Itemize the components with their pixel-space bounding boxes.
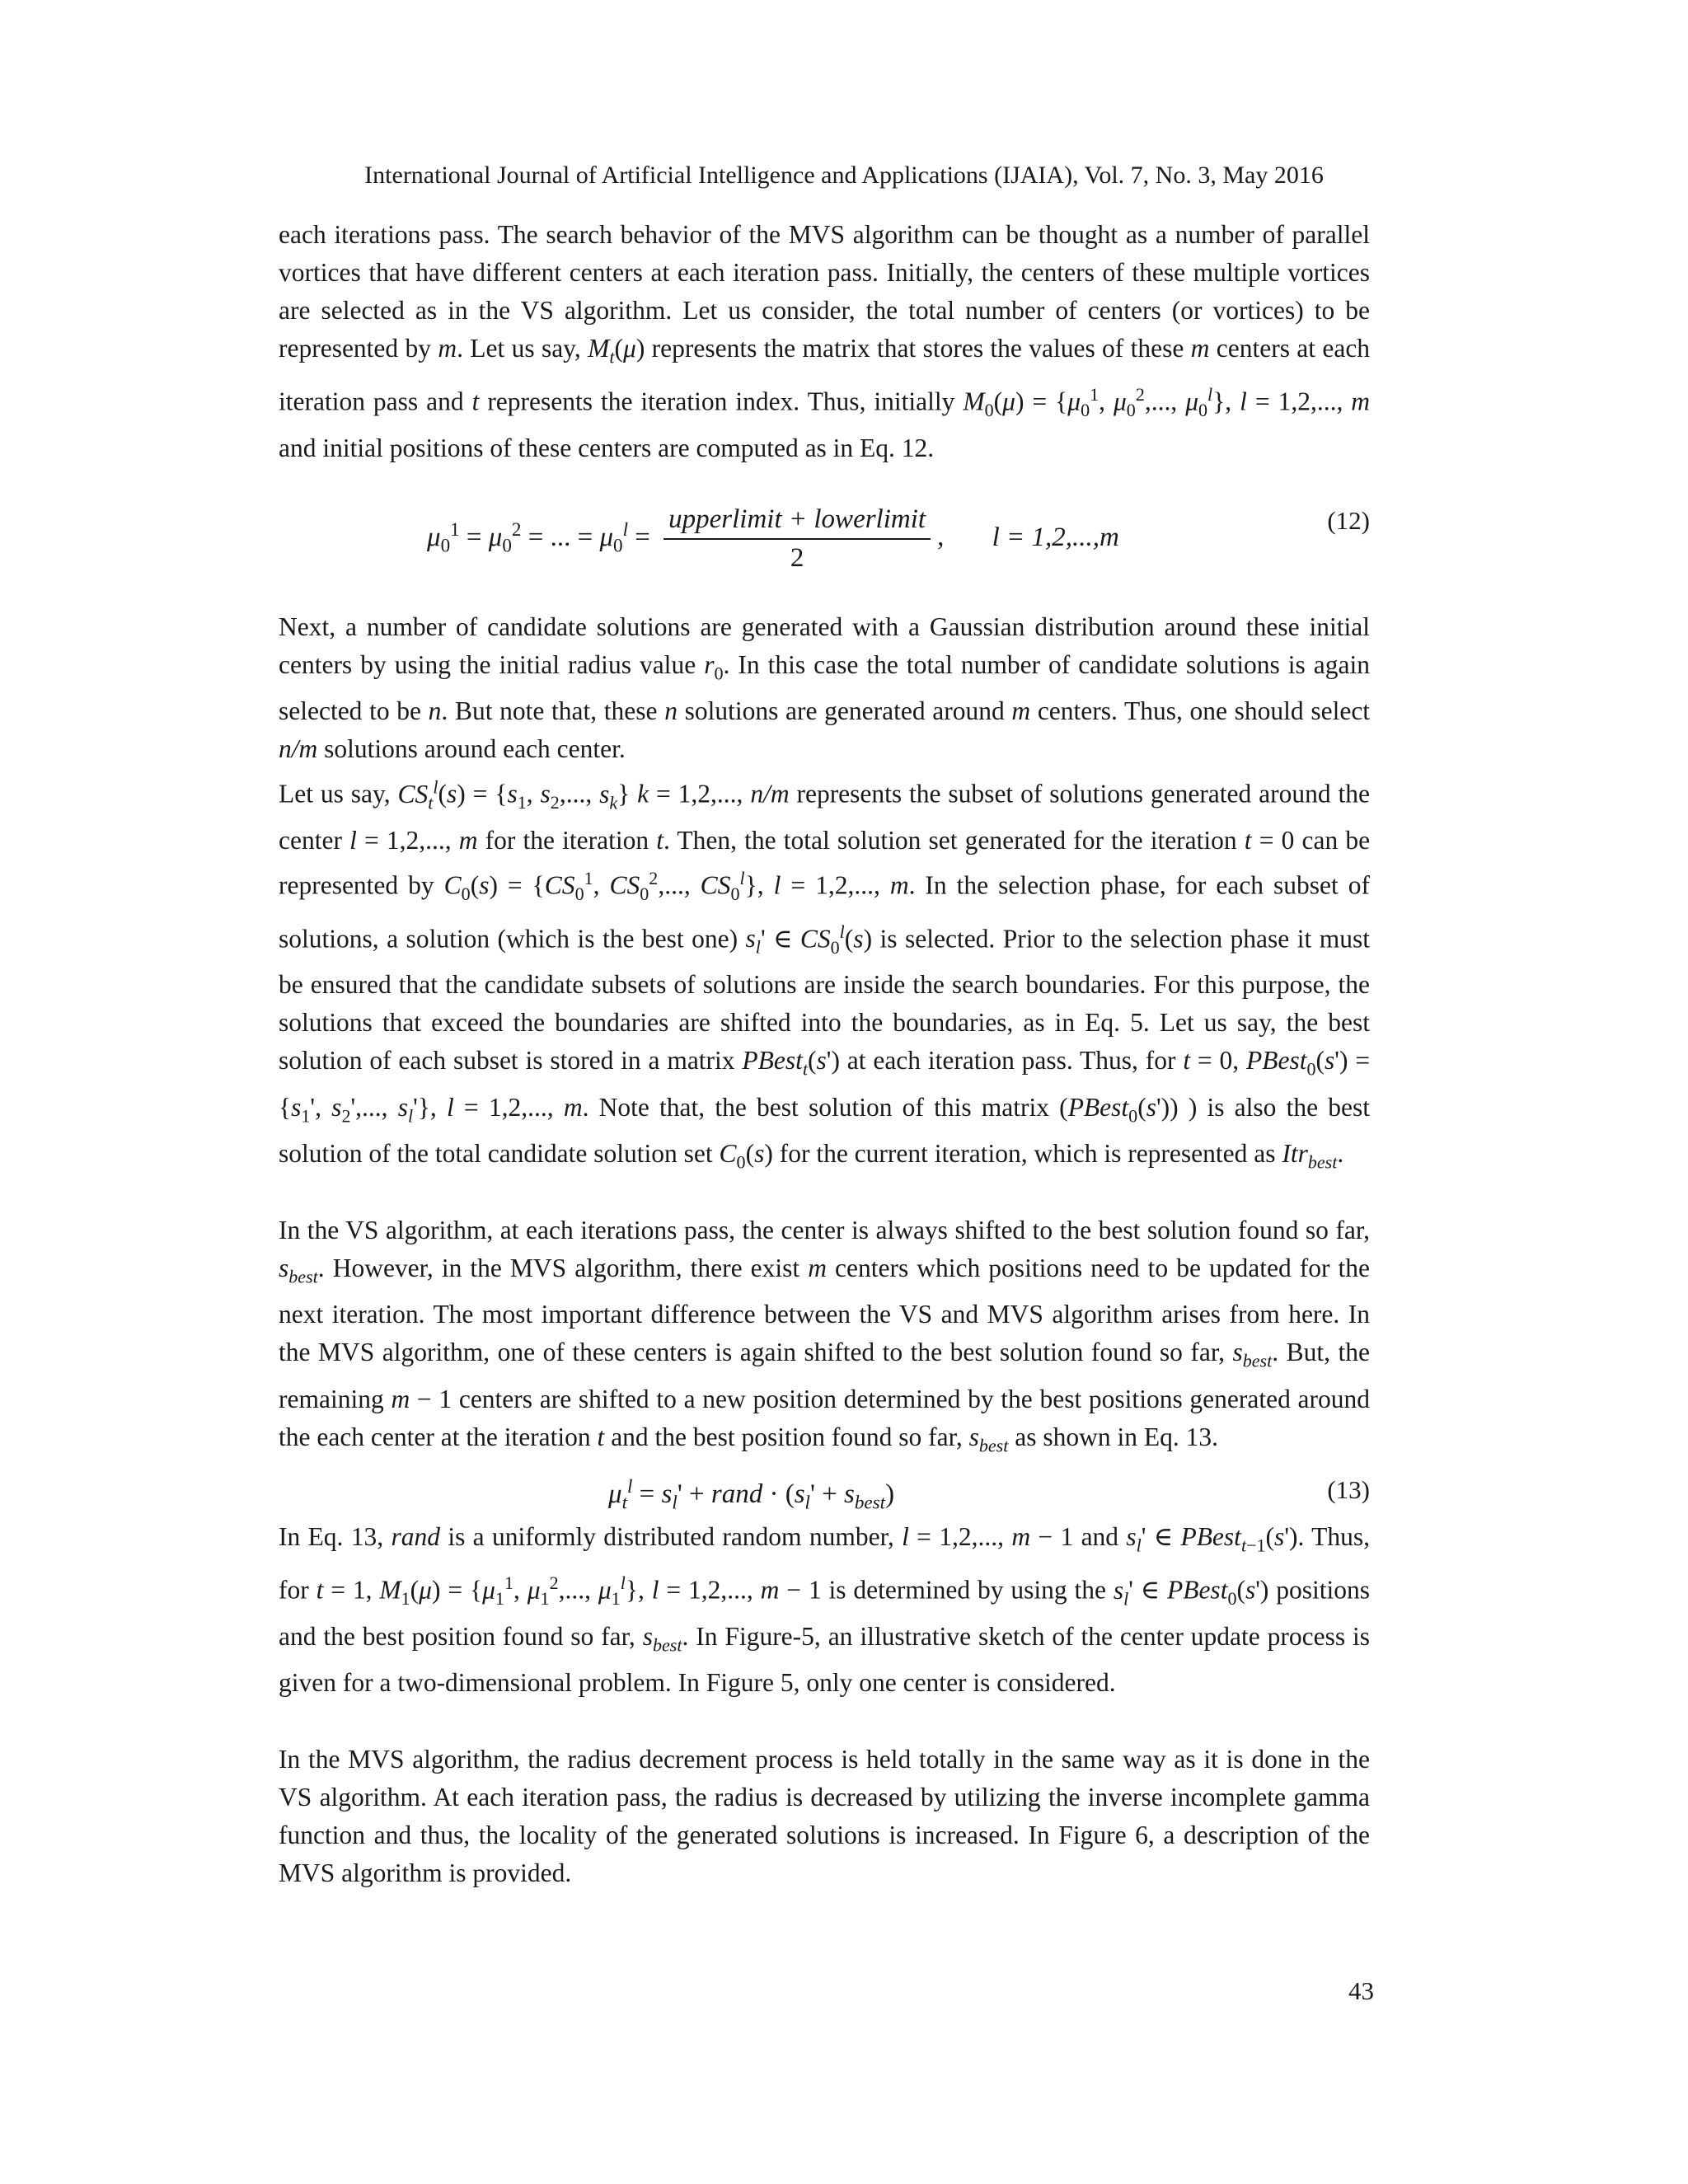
paragraph-candidate-solutions: Next, a number of candidate solutions are generated with a Gaussian distribution around these initial centers by using the initial radius value $r_0$. In this case the total number of candidate solutions is again selected to be n. But note that, these n solutions are generated around m centers. Thus, one should select n/m solutions around each center. <box>279 612 1371 764</box>
eq12-fraction: $\frac{\text{upperlimit + lowerlimit}}{2}$ <box>663 504 931 574</box>
journal-header: International Journal of Artificial Intelligence and Applications (IJAIA), Vol. 7, No. 3, May 2016 <box>364 162 1324 189</box>
equation-12: $\mu_0^1 = \mu_0^2$ = ... = $\mu_0^l$ = $\frac{\text{upperlimit + lowerlimit}}{2}$ , l = 1,2,...,m (12) <box>427 504 1370 573</box>
eq12-number: (12) <box>1327 506 1370 535</box>
equation-13: $\mu_t^l = s_l'$ + rand · $(s_l' + s_{best})$ (13) <box>608 1475 1370 1513</box>
paragraph-mvs-intro: each iterations pass. The search behavior of the MVS algorithm can be thought as a number of parallel vortices that have different centers at each iteration pass. Initially, the centers of these multiple vortices are selected as in the VS algorithm. Let us consider, the total number of centers (or vortices) to be represented by m. Let us say, $M_t(\mu)$ represents the matrix that stores the values of these m centers at each iteration pass and t represents the iteration index. Thus, initially $M_0(\mu) = \{\mu_0^1$, $\mu_0^2$,..., $\mu_0^l$}, l = 1,2,..., m and initial positions of these centers are computed as in Eq. 12. <box>279 220 1371 463</box>
paragraph-radius-decrement: In the MVS algorithm, the radius decrement process is held totally in the same way as it is done in the VS algorithm. At each iteration pass, the radius is decreased by utilizing the inverse incomplete gamma function and thus, the locality of the generated solutions is increased. In Figure 6, a description of the MVS algorithm is provided. <box>279 1745 1370 1887</box>
page-number: 43 <box>1348 1976 1374 2005</box>
paragraph-center-update: In the VS algorithm, at each iterations pass, the center is always shifted to the best solution found so far, $s_{best}$. However, in the MVS algorithm, there exist m centers which positions need to be updated for the next iteration. The most important difference between the VS and MVS algorithm arises from here. In the MVS algorithm, one of these centers is again shifted to the best solution found so far, $s_{best}$. But, the remaining m − 1 centers are shifted to a new position determined by the best positions generated around the each center at the iteration t and the best position found so far, $s_{best}$ as shown in Eq. 13. <box>279 1216 1371 1455</box>
eq13-number: (13) <box>1327 1475 1370 1504</box>
paragraph-eq13-explanation: In Eq. 13, rand is a uniformly distributed random number, l = 1,2,..., m − 1 and $s_l'$ ∈ PBest$_{t-1}$(s'). Thus, for t = 1, $M_1(\mu) = \{\mu_1^1$, $\mu_1^2$,..., $\mu_1^l$}, l = 1,2,..., m − 1 is determined by using the $s_l'$ ∈ PBest$_0$(s') positions and the best position found so far, $s_{best}$. In Figure-5, an illustrative sketch of the center update process is given for a two-dimensional problem. In Figure 5, only one center is considered. <box>279 1522 1371 1698</box>
paragraph-subsets: Let us say, $CS_t^l(s) = \{s_1$, $s_2$,..., $s_k$} k = 1,2,..., n/m represents the subset of solutions generated around the center l = 1,2,..., m for the iteration t. Then, the total solution set generated for the iteration t = 0 can be represented by $C_0(s) = \{CS_0^1$, $CS_0^2$,..., $CS_0^l$}, l = 1,2,..., m. In the selection phase, for each subset of solutions, a solution (which is the best one) $s_l'$ ∈ $CS_0^l(s)$ is selected. Prior to the selection phase it must be ensured that the candidate subsets of solutions are inside the search boundaries. For this purpose, the solutions that exceed the boundaries are shifted into the boundaries, as in Eq. 5. Let us say, the best solution of each subset is stored in a matrix PBest$_t$(s') at each iteration pass. Thus, for t = 0, PBest$_0$(s') = {$s_1'$, $s_2'$,..., $s_l'$}, l = 1,2,..., m. Note that, the best solution of this matrix (PBest$_0$(s')) ) is also the best solution of the total candidate solution set $C_0(s)$ for the current iteration, which is represented as Itr$_{best}$. <box>279 776 1371 1173</box>
